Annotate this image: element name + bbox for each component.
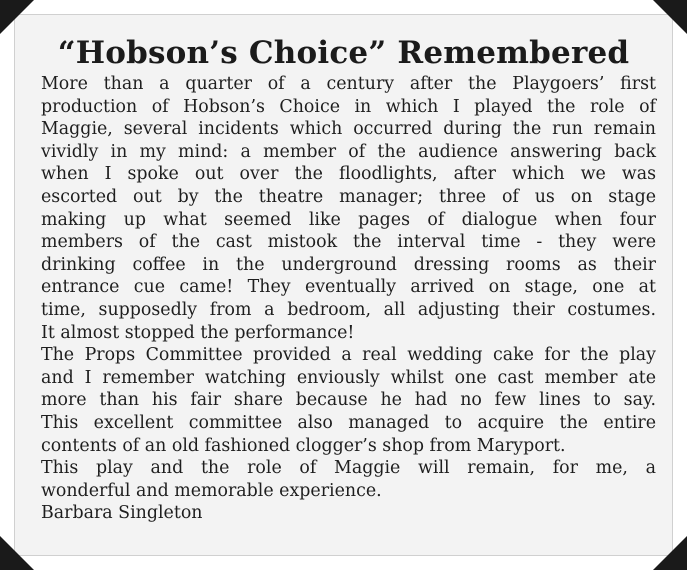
article-line: The Props Committee provided a real wedding cake for the play [41, 345, 656, 366]
article-line: and I remember watching enviously whilst one cast member ate [41, 367, 656, 388]
photo-corner-bottom-right [653, 536, 687, 570]
article-line: time, supposedly from a bedroom, all adjusting their costumes. [41, 299, 656, 320]
article-line: when I spoke out over the floodlights, after which we was [41, 164, 656, 185]
newspaper-clipping [14, 14, 673, 556]
article-line: production of Hobson’s Choice in which I played the role of [41, 96, 656, 117]
photo-corner-bottom-left [0, 536, 34, 570]
article-line: making up what seemed like pages of dialogue when four [41, 209, 656, 230]
author-signature: Barbara Singleton [41, 503, 203, 524]
article-line: More than a quarter of a century after the Playgoers’ first [41, 74, 656, 94]
article-line: contents of an old fashioned clogger’s shop from Maryport. [41, 435, 566, 456]
article-line: It almost stopped the performance! [41, 322, 355, 343]
article-line: This excellent committee also managed to acquire the entire [41, 412, 656, 433]
article-title: “Hobson’s Choice” Remembered [57, 35, 630, 71]
photo-corner-top-right [653, 0, 687, 34]
article-line: entrance cue came! They eventually arrived on stage, one at [41, 277, 656, 298]
article-line: more than his fair share because he had no few lines to say. [41, 390, 656, 411]
article-line: vividly in my mind: a member of the audience answering back [41, 141, 656, 162]
article-body [41, 73, 656, 525]
article-line: members of the cast mistook the interval time - they were [41, 232, 656, 253]
article-line: This play and the role of Maggie will remain, for me, a [41, 458, 656, 479]
article-line: wonderful and memorable experience. [41, 480, 382, 501]
article-line: drinking coffee in the underground dressing rooms as their [41, 254, 656, 275]
article-line: escorted out by the theatre manager; three of us on stage [41, 186, 656, 207]
article-line: Maggie, several incidents which occurred during the run remain [41, 119, 656, 140]
photo-corner-top-left [0, 0, 34, 34]
